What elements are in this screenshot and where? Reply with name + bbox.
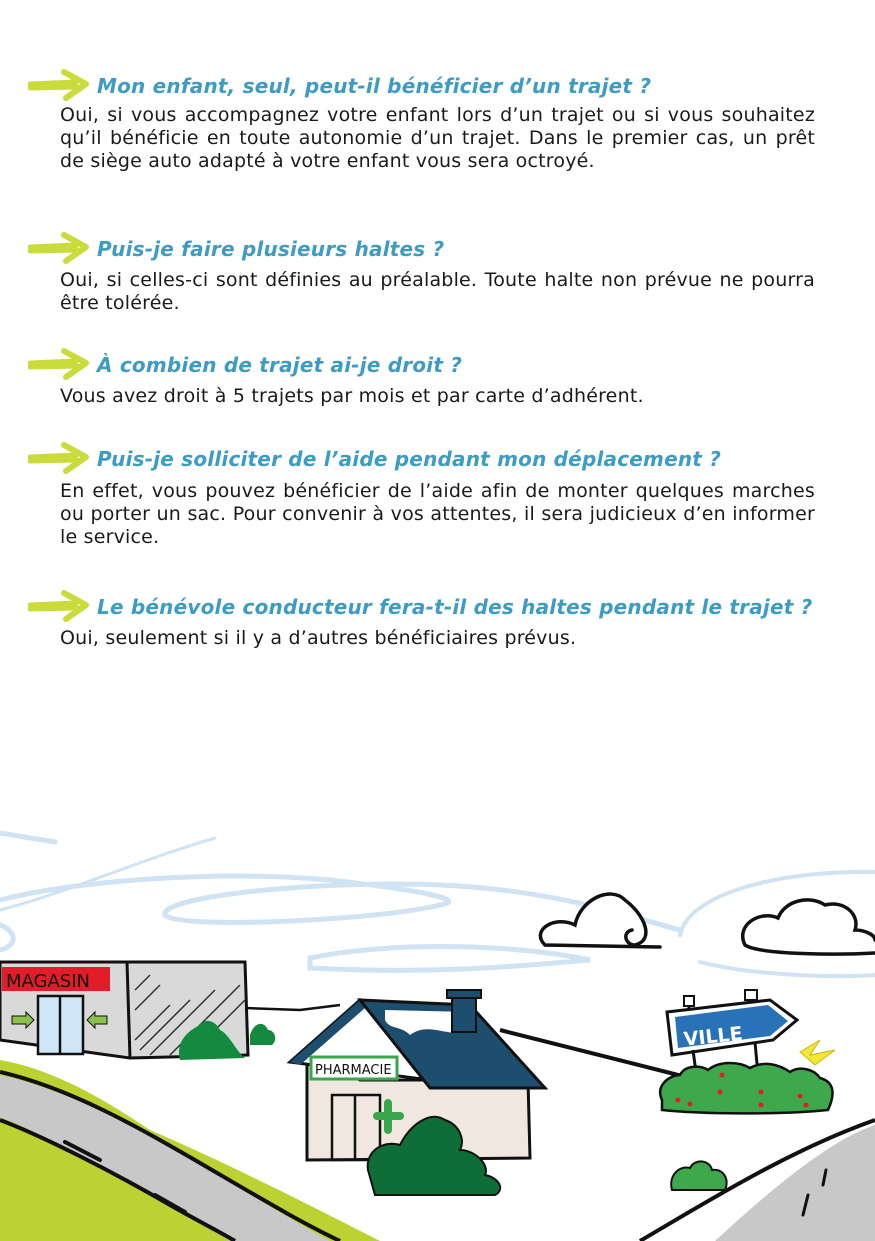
town-sign-label: VILLE [682, 1022, 744, 1051]
faq-item-2 [0, 237, 875, 315]
pharmacy-building [290, 990, 545, 1195]
question-text: Mon enfant, seul, peut-il bénéficier d’un trajet ? [97, 74, 652, 98]
question-text: Puis-je solliciter de l’aide pendant mon déplacement ? [97, 447, 722, 471]
faq-question [0, 237, 875, 261]
arrow-icon [28, 232, 90, 264]
faq-question [0, 447, 875, 471]
faq-item-5 [0, 595, 875, 650]
town-sign [660, 990, 835, 1190]
faq-question [0, 353, 875, 377]
faq-answer: Vous avez droit à 5 trajets par mois et par carte d’adhérent. [60, 385, 644, 407]
faq-answer: Oui, si vous accompagnez votre enfant lors d’un trajet ou si vous souhaitez qu’il bénéficie en toute autonomie d’un trajet. Dans le premier cas, un prêt de siège auto adapté à votre enfant vous sera octroyé. [60, 104, 815, 172]
faq-item-4 [0, 447, 875, 549]
faq-question [0, 595, 875, 619]
pharmacy-sign: PHARMACIE [315, 1063, 392, 1078]
shop-sign: MAGASIN [6, 971, 90, 992]
town-illustration [0, 820, 875, 1241]
sky-lines [0, 833, 875, 976]
shop-building [0, 962, 275, 1060]
arrow-icon [28, 590, 90, 622]
faq-answer: Oui, si celles-ci sont définies au préalable. Toute halte non prévue ne pourra être tolérée. [60, 269, 815, 314]
faq-answer: Oui, seulement si il y a d’autres bénéficiaires prévus. [60, 627, 577, 649]
arrow-icon [28, 69, 90, 101]
question-text: À combien de trajet ai-je droit ? [97, 353, 463, 377]
question-text: Le bénévole conducteur fera-t-il des haltes pendant le trajet ? [97, 595, 813, 619]
faq-item-1 [0, 74, 875, 173]
question-text: Puis-je faire plusieurs haltes ? [97, 237, 445, 261]
arrow-icon [28, 442, 90, 474]
faq-question [0, 74, 875, 98]
faq-answer: En effet, vous pouvez bénéficier de l’aide afin de monter quelques marches ou porter un sac. Pour convenir à vos attentes, il sera judicieux d’en informer le service. [60, 480, 815, 548]
faq-item-3 [0, 353, 875, 408]
arrow-icon [28, 348, 90, 380]
